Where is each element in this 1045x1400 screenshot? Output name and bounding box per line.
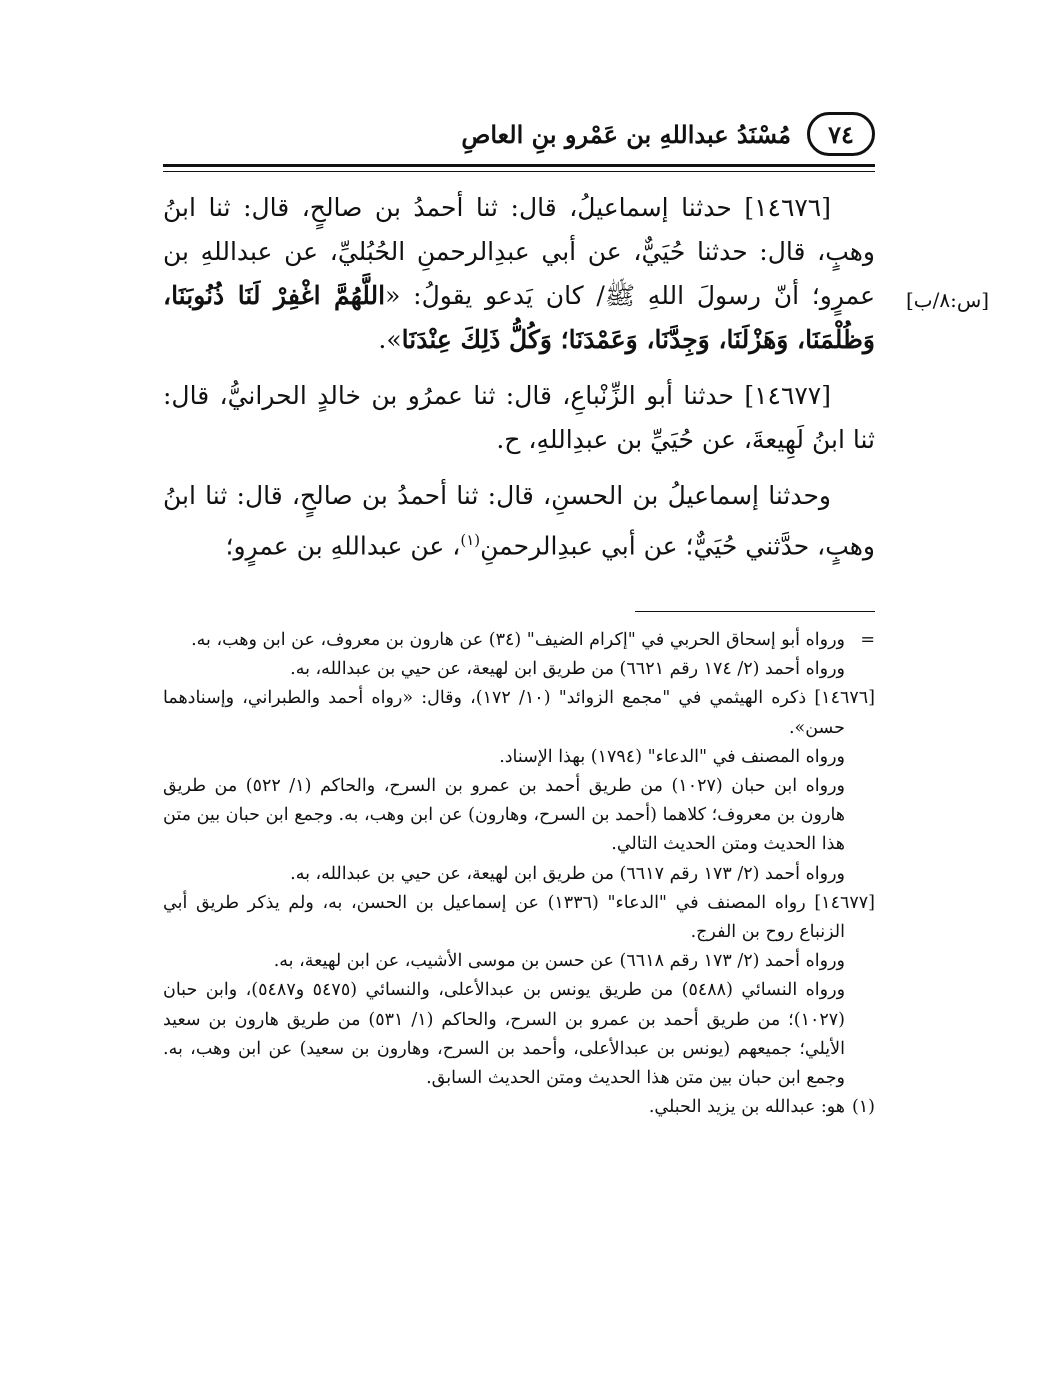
footnote-line: ورواه أحمد (٢/ ١٧٤ رقم ٦٦٢١) من طريق ابن لهيعة، عن حيي بن عبدالله، به. bbox=[290, 659, 845, 680]
footnote-line: ورواه أحمد (٢/ ١٧٣ رقم ٦٦١٨) عن حسن بن موسى الأشيب، عن ابن لهيعة، به. bbox=[273, 951, 845, 972]
hadith-14676-isnad: [١٤٦٧٦] حدثنا إسماعيلُ، قال: ثنا أحمدُ بن صالحٍ، قال: ثنا ابنُ وهبٍ، قال: حدثنا حُيَيٌّ، عن أبي عبدِالرحمنِ الحُبُليِّ، عن عبداللهِ بن عمرٍو؛ أنّ رسولَ اللهِ ﷺ/ كان يَدعو يقولُ: « bbox=[163, 193, 875, 310]
footnote-1-label: (١) bbox=[851, 1097, 875, 1118]
page-number: ٧٤ bbox=[807, 112, 875, 156]
hadith-14677-second-chain bbox=[163, 474, 875, 568]
second-chain-text-end: ، عن عبداللهِ بن عمرٍو؛ bbox=[225, 531, 461, 561]
footnotes bbox=[163, 626, 875, 1122]
running-title: مُسْنَدُ عبداللهِ بن عَمْرو بنِ العاصِ bbox=[461, 119, 791, 149]
header-rule-thick bbox=[163, 164, 875, 167]
footnote-14676-heading: [١٤٦٧٦] ذكره الهيثمي في "مجمع الزوائد" (١٠/ ١٧٢)، وقال: «رواه أحمد والطبراني، وإسنادهما حسن». bbox=[163, 688, 875, 738]
footnote-1-text: هو: عبدالله بن يزيد الحبلي. bbox=[648, 1097, 845, 1118]
footnote-line: ورواه أحمد (٢/ ١٧٣ رقم ٦٦١٧) من طريق ابن لهيعة، عن حيي بن عبدالله، به. bbox=[290, 863, 845, 884]
footnote-continuation bbox=[163, 626, 875, 655]
footnote-line: ورواه المصنف في "الدعاء" (١٧٩٤) بهذا الإسناد. bbox=[499, 746, 845, 767]
footnote-ref-1: (١) bbox=[460, 531, 481, 549]
continuation-marker: = bbox=[860, 630, 875, 650]
continuation-text: ورواه أبو إسحاق الحربي في "إكرام الضيف" (٣٤) عن هارون بن معروف، عن ابن وهب، به. bbox=[191, 630, 845, 650]
footnote-1 bbox=[163, 1093, 875, 1122]
manuscript-margin-note: [س:٨/ب] bbox=[906, 288, 990, 312]
footnote-line: ورواه النسائي (٥٤٨٨) من طريق يونس بن عبدالأعلى، والنسائي (٥٤٧٥ و٥٤٨٧)، وابن حبان (١٠٢٧)؛ من طريق أحمد بن عمرو بن السرح، والحاكم (١/ ٥٣١) من طريق هارون بن سعيد الأيلي؛ جميعهم (يونس بن عبدالأعلى، وأحمد بن السرح، وهارون بن سعيد) عن ابن وهب، به. وجمع ابن حبان بين متن هذا الحديث ومتن الحديث السابق. bbox=[163, 980, 846, 1089]
second-chain-text: وحدثنا إسماعيلُ بن الحسنِ، قال: ثنا أحمدُ بن صالحٍ، قال: ثنا ابنُ وهبٍ، حدَّثني حُيَيٌّ؛ عن أبي عبدِالرحمنِ bbox=[163, 481, 875, 561]
hadith-14676-close: ». bbox=[378, 325, 402, 354]
hadith-14676-matn: اللَّهُمَّ اغْفِرْ لَنَا ذُنُوبَنَا، وَظُلْمَنَا، وَهَزْلَنَا، وَجِدَّنَا، وَعَمْدَنَا؛ وَكُلُّ ذَلِكَ عِنْدَنَا bbox=[163, 281, 875, 354]
hadith-14677: [١٤٦٧٧] حدثنا أبو الزِّنْباعِ، قال: ثنا عمرُو بن خالدٍ الحرانيُّ، قال: ثنا ابنُ لَهِيعةَ، عن حُيَيِّ بن عبدِاللهِ، ح. bbox=[163, 381, 875, 454]
footnote-line: ورواه ابن حبان (١٠٢٧) من طريق أحمد بن عمرو بن السرح، والحاكم (١/ ٥٢٢) من طريق هارون بن معروف؛ كلاهما (أحمد بن السرح، وهارون) عن ابن وهب، به. وجمع ابن حبان بين متن هذا الحديث ومتن الحديث التالي. bbox=[163, 776, 845, 855]
page-header bbox=[163, 110, 875, 158]
footnote-14677-heading: [١٤٦٧٧] رواه المصنف في "الدعاء" (١٣٣٦) عن إسماعيل بن الحسن، به، ولم يذكر طريق أبي الزنباع روح بن الفرج. bbox=[163, 892, 875, 943]
footnote-separator bbox=[635, 611, 875, 612]
header-rule-thin bbox=[163, 171, 875, 172]
main-text bbox=[163, 186, 875, 580]
hadith-14676 bbox=[163, 186, 875, 362]
